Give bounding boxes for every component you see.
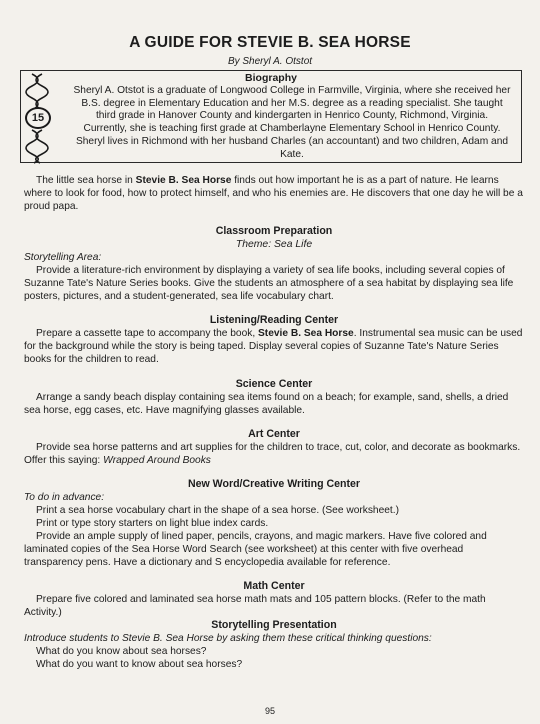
science-text: Arrange a sandy beach display containing sea items found on a beach; for example, sand, shells, a dried sea horse, egg cases, etc. Have magnifying glasses available. (24, 392, 509, 416)
list-item: Provide an ample supply of lined paper, pencils, crayons, and magic markers. Have five colored and laminated copies of the Sea Horse Word Search (see worksheet) at this center with five overhead transparency pens. Have a dictionary and S encyclopedia available for reference. (24, 531, 487, 568)
science-center-section (24, 378, 524, 417)
art-text: Provide sea horse patterns and art supplies for the children to trace, cut, color, and decorate as bookmarks. Offer this saying: Wrapped Around Books (24, 442, 521, 466)
biography-box (20, 70, 522, 163)
storytelling-intro: Introduce students to Stevie B. Sea Horse by asking them these critical thinking questions: (24, 633, 432, 644)
theme-label: Theme: Sea Life (235, 239, 313, 250)
listening-heading: Listening/Reading Center (209, 314, 339, 326)
author-byline: By Sheryl A. Otstot (227, 56, 313, 67)
classroom-preparation-section (24, 225, 524, 303)
art-heading: Art Center (248, 428, 300, 440)
storytelling-area-label: Storytelling Area: (24, 252, 102, 263)
new-word-heading: New Word/Creative Writing Center (187, 478, 361, 490)
math-text: Prepare five colored and laminated sea horse math mats and 105 pattern blocks. (Refer to the math Activity.) (24, 594, 486, 618)
storytelling-presentation-section (24, 619, 524, 671)
chapter-number-badge: 15 (25, 107, 51, 129)
list-item: Print a sea horse vocabulary chart in the shape of a sea horse. (See worksheet.) (36, 505, 399, 516)
classroom-heading: Classroom Preparation (215, 225, 333, 237)
science-heading: Science Center (235, 378, 313, 390)
art-center-section (24, 428, 524, 467)
new-word-center-section (24, 478, 524, 569)
math-heading: Math Center (243, 580, 305, 592)
question-item: What do you want to know about sea horses? (36, 659, 243, 670)
storytelling-heading: Storytelling Presentation (211, 619, 337, 631)
advance-label: To do in advance: (24, 492, 105, 503)
classroom-text: Provide a literature-rich environment by displaying a variety of sea life books, including several copies of Suzanne Tate's Nature Series books. Give the students an atmosphere of a sea habitat by displaying sea life posters, pictures, and a student-generated, sea life vocabulary chart. (24, 265, 514, 302)
question-item: What do you know about sea horses? (36, 646, 207, 657)
page-number: 95 (264, 706, 275, 716)
biography-text: Sheryl A. Otstot is a graduate of Longwood College in Farmville, Virginia, where she received her B.S. degree in Elementary Education and her M.S. degree as a reading specialist. She taught third grade in Hanover County and kindergarten in Henrico County, Richmond, Virginia. Currently, she is teaching first grade at Chamberlayne Elementary School in Henrico County. Sheryl lives in Richmond with her husband Charles (an accountant) and two children, Adam and Kate. (73, 85, 511, 160)
intro-paragraph: The little sea horse in Stevie B. Sea Horse finds out how important he is as a part of nature. He learns where to look for food, how to protect himself, and who his enemies are. He discovers that one day he will be a proud papa. (24, 175, 523, 212)
biography-heading: Biography (245, 72, 297, 84)
page-title: A GUIDE FOR STEVIE B. SEA HORSE (129, 34, 411, 51)
math-center-section (24, 580, 524, 619)
list-item: Print or type story starters on light blue index cards. (36, 518, 269, 529)
listening-text: Prepare a cassette tape to accompany the book, Stevie B. Sea Horse. Instrumental sea music can be used for the background while the story is being taped. Display several copies of Suzanne Tate's Nature Series books for the children to read. (24, 328, 523, 365)
listening-center-section (24, 314, 524, 366)
